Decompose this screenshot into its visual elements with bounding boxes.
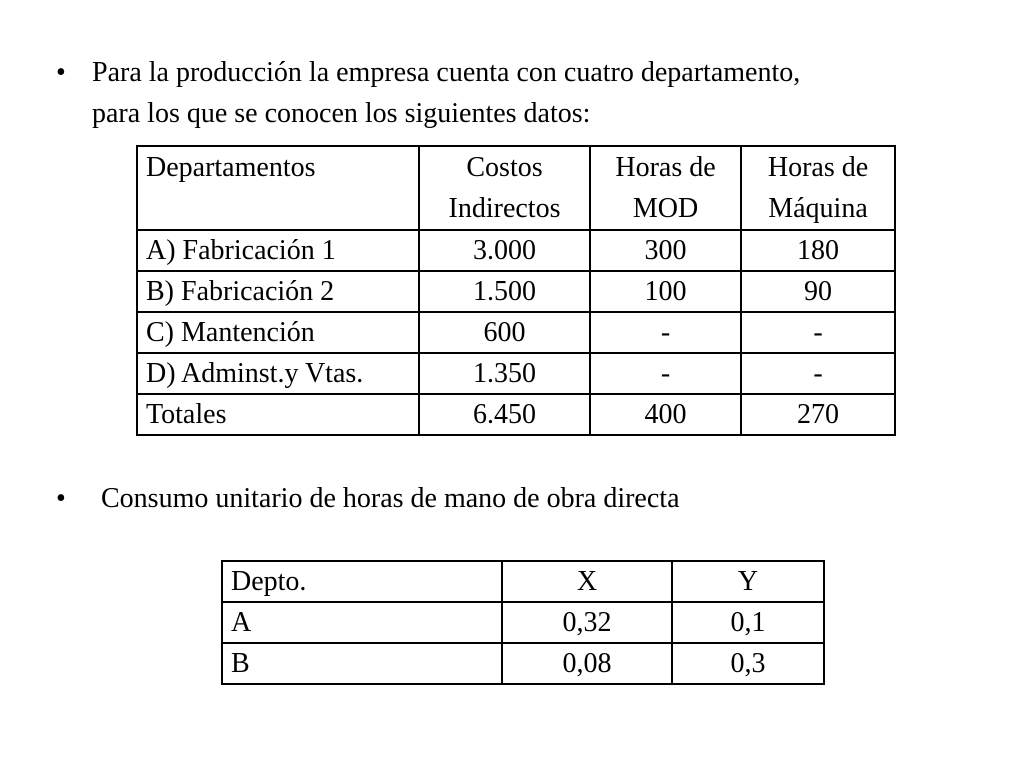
header-horas-mod: Horas de MOD bbox=[590, 146, 741, 230]
cell-y: 0,1 bbox=[672, 602, 824, 643]
cell-horas-mod: 400 bbox=[590, 394, 741, 435]
consumption-table bbox=[221, 560, 825, 685]
cell-horas-maquina: 180 bbox=[741, 230, 895, 271]
consumo-bullet bbox=[56, 478, 956, 523]
header-x: X bbox=[502, 561, 672, 602]
cell-department: C) Mantención bbox=[137, 312, 419, 353]
cell-horas-mod: - bbox=[590, 353, 741, 394]
cell-costos: 1.350 bbox=[419, 353, 590, 394]
header-depto: Depto. bbox=[222, 561, 502, 602]
table-row bbox=[137, 353, 895, 394]
table-row bbox=[222, 643, 824, 684]
cell-department: B) Fabricación 2 bbox=[137, 271, 419, 312]
cell-horas-maquina: 270 bbox=[741, 394, 895, 435]
header-costos-indirectos: Costos Indirectos bbox=[419, 146, 590, 230]
consumo-text: Consumo unitario de horas de mano de obra directa bbox=[101, 483, 680, 514]
cell-horas-mod: 100 bbox=[590, 271, 741, 312]
intro-bullet bbox=[56, 52, 1016, 142]
cell-depto: A bbox=[222, 602, 502, 643]
header-departamentos: Departamentos bbox=[137, 146, 419, 230]
intro-text bbox=[92, 52, 1012, 134]
bullet-symbol: • bbox=[56, 483, 66, 514]
cell-costos: 6.450 bbox=[419, 394, 590, 435]
cell-x: 0,32 bbox=[502, 602, 672, 643]
cell-horas-maquina: 90 bbox=[741, 271, 895, 312]
cell-costos: 1.500 bbox=[419, 271, 590, 312]
departments-table bbox=[136, 145, 896, 436]
table-row bbox=[137, 230, 895, 271]
cell-costos: 600 bbox=[419, 312, 590, 353]
bullet-symbol: • bbox=[56, 57, 66, 88]
table-row bbox=[137, 271, 895, 312]
cell-horas-maquina: - bbox=[741, 353, 895, 394]
header-horas-maquina: Horas de Máquina bbox=[741, 146, 895, 230]
table-row-totals bbox=[137, 394, 895, 435]
table-header-row bbox=[222, 561, 824, 602]
intro-line-1: Para la producción la empresa cuenta con cuatro departamento, bbox=[92, 57, 801, 88]
header-y: Y bbox=[672, 561, 824, 602]
table-row bbox=[137, 312, 895, 353]
cell-department: D) Adminst.y Vtas. bbox=[137, 353, 419, 394]
cell-horas-maquina: - bbox=[741, 312, 895, 353]
cell-horas-mod: - bbox=[590, 312, 741, 353]
cell-department: A) Fabricación 1 bbox=[137, 230, 419, 271]
cell-horas-mod: 300 bbox=[590, 230, 741, 271]
cell-y: 0,3 bbox=[672, 643, 824, 684]
cell-depto: B bbox=[222, 643, 502, 684]
cell-department: Totales bbox=[137, 394, 419, 435]
intro-line-2: para los que se conocen los siguientes datos: bbox=[92, 98, 591, 129]
table-row bbox=[222, 602, 824, 643]
cell-x: 0,08 bbox=[502, 643, 672, 684]
table-header-row bbox=[137, 146, 895, 230]
cell-costos: 3.000 bbox=[419, 230, 590, 271]
